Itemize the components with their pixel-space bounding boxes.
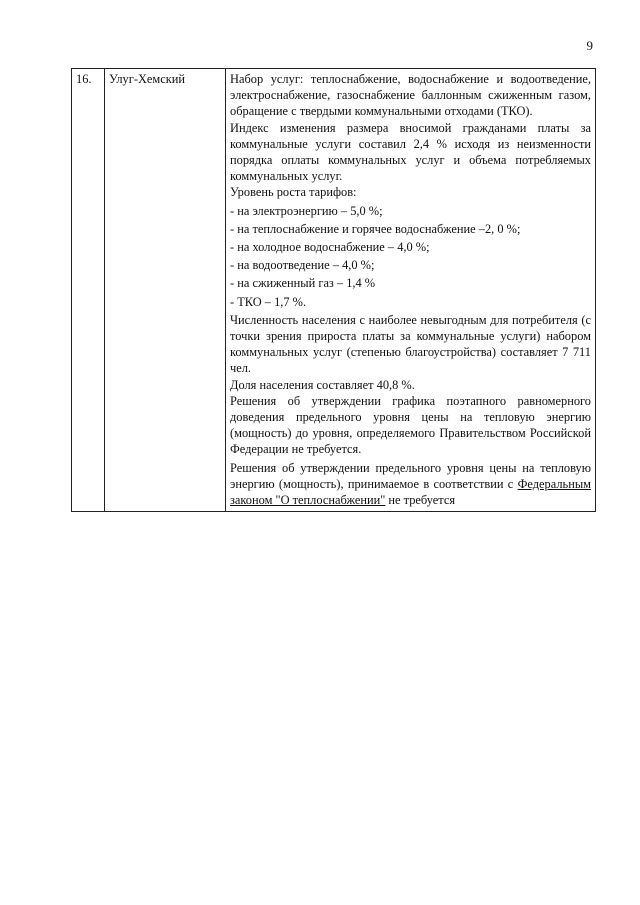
tariff-item: - на теплоснабжение и горячее водоснабжение –2, 0 %; — [230, 221, 521, 236]
decision-schedule-text: Решения об утверждении графика поэтапного равномерного доведения предельного уровня цены на тепловую энергию (мощность) до уровня, определяемого Правительством Российской Федерации не требуется. — [230, 393, 591, 457]
description-cell — [226, 69, 596, 512]
services-table — [71, 68, 596, 512]
tariff-item: - на водоотведение – 4,0 %; — [230, 258, 375, 273]
tariff-item: - на сжиженный газ – 1,4 % — [230, 276, 376, 291]
decision-limit-prefix: Решения об утверждении предельного уровня цены на тепловую энергию (мощность), принимаемое в соответствии с — [230, 460, 591, 491]
payment-index-text: Индекс изменения размера вносимой гражданами платы за коммунальные услуги составил 2,4 % исходя из неизменности порядка оплаты коммунальных услуг и объема потребляемых коммунальных услуг. — [230, 120, 591, 184]
municipality-name: Улуг-Хемский — [105, 69, 226, 512]
decision-limit-text — [230, 460, 591, 509]
federal-law-link[interactable]: Федеральным законом "О теплоснабжении" — [230, 476, 591, 508]
tariff-growth-heading: Уровень роста тарифов: — [230, 185, 357, 200]
decision-limit-suffix: не требуется — [385, 493, 456, 508]
services-set-text: Набор услуг: теплоснабжение, водоснабжение и водоотведение, электроснабжение, газоснабжение баллонным сжиженным газом, обращение с твердыми коммунальными отходами (ТКО). — [230, 72, 591, 119]
tariff-item: - на холодное водоснабжение – 4,0 %; — [230, 240, 430, 255]
population-share-text: Доля населения составляет 40,8 %. — [230, 377, 415, 392]
row-number: 16. — [72, 69, 105, 512]
page-number: 9 — [586, 38, 593, 53]
population-text: Численность населения с наиболее невыгодным для потребителя (с точки зрения прироста платы за коммунальные услуги) набором коммунальных услуг (степенью благоустройства) составляет 7 711 чел. — [230, 312, 591, 376]
table-row — [72, 69, 596, 512]
tariff-item: - на электроэнергию – 5,0 %; — [230, 203, 383, 218]
tariff-item: - ТКО – 1,7 %. — [230, 294, 307, 309]
